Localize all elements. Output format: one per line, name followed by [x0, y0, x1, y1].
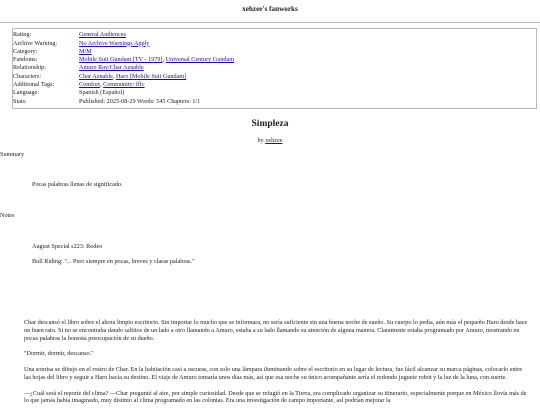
- fandom-link[interactable]: Mobile Suit Gundam [TV - 1979]: [79, 56, 163, 64]
- language-value: Spanish (Español): [79, 89, 125, 97]
- work-meta: [12, 28, 537, 109]
- notes-heading: Notes: [0, 212, 15, 219]
- meta-label: Fandoms:: [13, 56, 38, 64]
- work-body: [24, 319, 530, 413]
- meta-row-warning: [13, 39, 536, 47]
- meta-label: Additional Tags:: [13, 81, 55, 89]
- relationship-link[interactable]: Amuro Ray/Char Aznable: [79, 64, 144, 72]
- meta-row-rating: [13, 31, 536, 39]
- tag-link[interactable]: Comfort: [79, 81, 100, 89]
- character-link[interactable]: Haro [Mobile Suit Gundam]: [115, 72, 187, 80]
- meta-label: Characters:: [13, 72, 42, 80]
- author-link[interactable]: xehzee: [265, 137, 283, 144]
- rating-link[interactable]: General Audiences: [79, 31, 126, 39]
- meta-row-relationship: [13, 64, 536, 72]
- warning-link[interactable]: No Archive Warnings Apply: [79, 39, 150, 47]
- body-paragraph: Una sonrisa se dibujo en el rostro de Char. En la habitación casi a oscuras, con solo una lámpara iluminando sobre el escritorio en su lugar de lectura, fue fácil alcanzar su marca páginas, colocarlo entre las hojas del libro y seguir a Haro hacia su destino. El viaje de Amuro tomaría unos días más, así que esa noche su único acompañante sería el redondo juguete robot y la luz de la luna, con suerte.: [24, 366, 523, 381]
- meta-row-fandoms: Fandoms: Mobile Suit Gundam [TV - 1979], Universal Century Gundam: [13, 56, 235, 64]
- summary-heading: Summary: [0, 151, 25, 158]
- meta-label: Category:: [13, 47, 38, 55]
- meta-label: Rating:: [13, 31, 32, 39]
- character-link[interactable]: Char Aznable: [79, 72, 113, 80]
- meta-row-category: [13, 48, 536, 56]
- byline: [0, 137, 540, 145]
- category-link[interactable]: M/M: [79, 47, 92, 55]
- header-divider: [0, 22, 540, 23]
- stats-value: Published: 2025-08-29 Words: 545 Chapters: 1/1: [79, 97, 201, 105]
- notes-line: Bull Riding: "... Pero siempre en pocas, breves y claras palabras.": [32, 258, 195, 265]
- notes-line: August Special s223: Rodeo: [32, 243, 103, 250]
- body-paragraph: "Dormir, dormir, descanso.": [24, 350, 94, 358]
- meta-label: Stats:: [13, 97, 27, 105]
- meta-row-characters: Characters: Char Aznable, Haro [Mobile Suit Gundam]: [13, 72, 187, 80]
- meta-label: Archive Warning:: [13, 39, 58, 47]
- body-paragraph: —¿Cuál será el reporte del clima? —Char preguntó al aire, por simple curiosidad. Desde que se refugió en la Tierra, era complicado organizar su itinerario, especialmente porque en México llovía más de lo que jamás había imaginado, muy distinto al clima programado en las colonias. Era una investigación de campo importante, así podrían mejorar la: [24, 389, 527, 405]
- byline-prefix: by: [257, 137, 264, 144]
- summary-text: Pocas palabras llenas de significado.: [32, 181, 123, 188]
- meta-label: Relationship:: [13, 64, 46, 72]
- meta-row-language: [13, 89, 536, 97]
- fandom-link[interactable]: Universal Century Gundam: [165, 56, 235, 64]
- meta-label: Language:: [13, 89, 40, 97]
- meta-row-tags: Additional Tags: Comfort, Community: fffc: [13, 81, 145, 89]
- body-paragraph: Char descansó el libro sobre el ahora limpio escritorio. Sin importar lo mucho que se informara, no sería suficiente sin una buena noche de sueño. Su cuerpo lo pedía, aún más el pequeño Haro desde hace un buen rato. Si no se encontraba dando saltitos de un lado a otro llamando a Amuro, estaba a su lado llamando su atención de alguna manera. Claramente estaba programado por Amuro, mostrando en pocas palabras la honesta preocupación de su dueño.: [24, 319, 528, 342]
- site-title: xehzee's fanworks: [242, 5, 298, 13]
- work-title: Simpleza: [251, 119, 289, 129]
- tag-link[interactable]: Community: fffc: [103, 81, 145, 89]
- meta-row-stats: [13, 97, 536, 105]
